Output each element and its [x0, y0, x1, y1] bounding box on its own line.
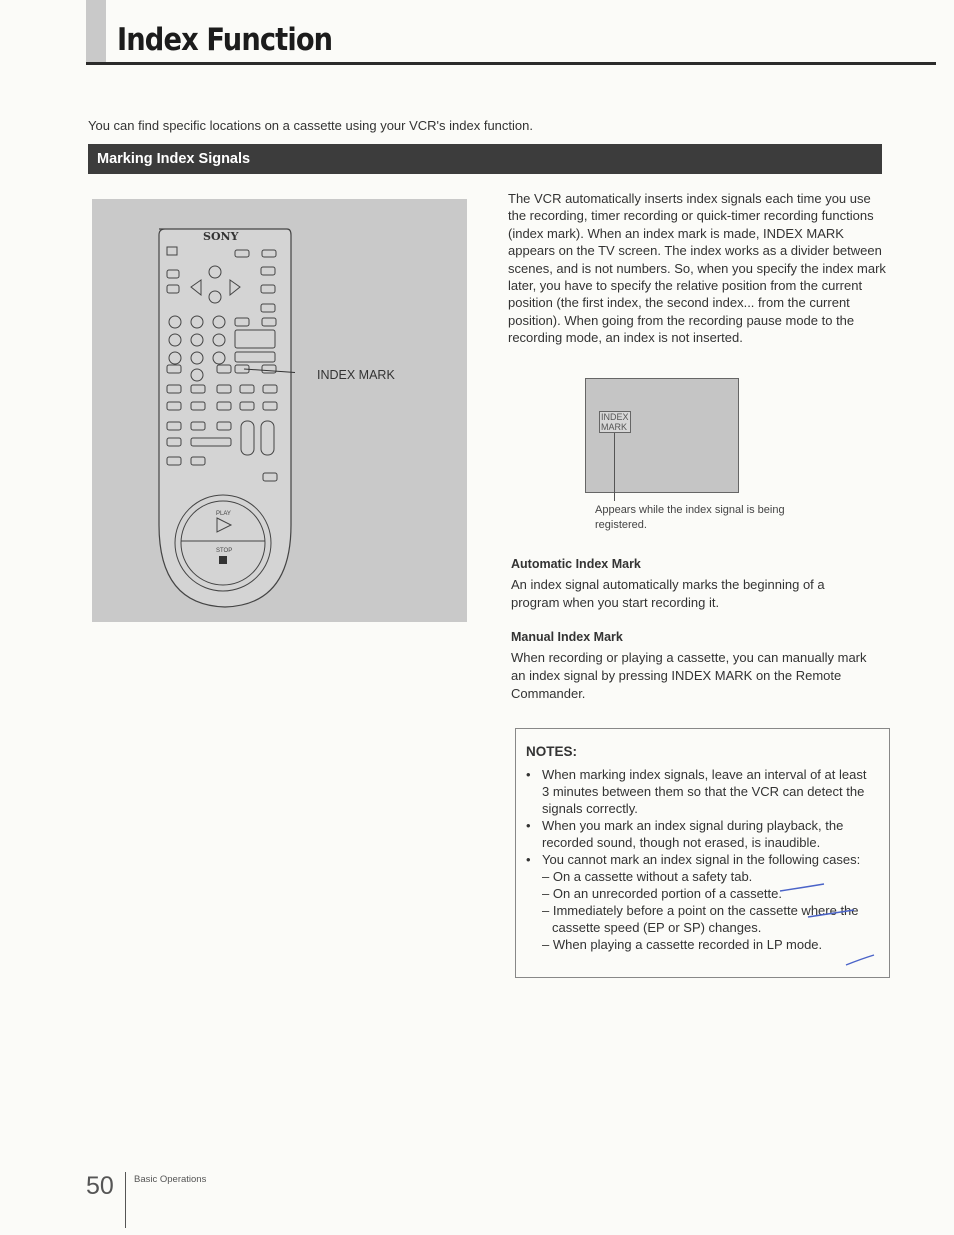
title-rule	[86, 62, 936, 65]
notes-title: NOTES:	[526, 744, 578, 759]
automatic-index-text: An index signal automatically marks the beginning of a program when you start recording it.	[511, 577, 825, 610]
section-header: Marking Index Signals	[88, 144, 882, 174]
manual-index-heading: Manual Index Mark	[511, 630, 623, 644]
remote-play-label: PLAY	[216, 511, 231, 517]
case-item: – On an unrecorded portion of a cassette.	[542, 886, 782, 901]
tv-pointer-line	[614, 433, 615, 501]
remote-illustration	[155, 225, 295, 610]
bullet: •	[526, 852, 531, 867]
tv-screen-illustration	[585, 378, 739, 493]
case-item: – Immediately before a point on the cassette where the cassette speed (EP or SP) changes.	[542, 903, 859, 935]
manual-index-text: When recording or playing a cassette, you can manually mark an index signal by pressing INDEX MARK on the Remote Commander.	[511, 650, 867, 701]
index-mark-callout: INDEX MARK	[317, 368, 395, 382]
remote-commander	[155, 225, 295, 610]
footer-rule	[125, 1172, 126, 1228]
tv-overlay-line2: MARK	[601, 422, 628, 432]
page-number: 50	[86, 1172, 114, 1200]
note-item: • You cannot mark an index signal in the following cases: – On a cassette without a safety tab. – On an unrecorded portion of a cassette. – Immediately before a point on the cassette where the cassette speed (EP or SP) changes. – When playing a cassette recorded in LP mode.	[526, 851, 874, 953]
intro-text: You can find specific locations on a cassette using your VCR's index function.	[88, 118, 533, 133]
tv-overlay-line1: INDEX	[601, 412, 629, 422]
case-item: – On a cassette without a safety tab.	[542, 869, 753, 884]
case-item: – When playing a cassette recorded in LP mode.	[542, 937, 823, 952]
page-title: Index Function	[117, 22, 333, 58]
note-item: • When you mark an index signal during playback, the recorded sound, though not erased, is inaudible.	[526, 818, 844, 850]
note-item: • When marking index signals, leave an interval of at least 3 minutes between them so that the VCR can detect the signals correctly.	[526, 767, 867, 816]
notes-box	[515, 728, 890, 978]
remote-stop-label: STOP	[216, 548, 233, 554]
notes-cases	[542, 868, 874, 953]
notes-list	[526, 766, 874, 953]
title-accent-bar	[86, 0, 106, 62]
body-paragraph: The VCR automatically inserts index signals each time you use the recording, timer recording or quick-timer recording functions (index mark). When an index mark is made, INDEX MARK appears on the TV screen. The index works as a divider between scenes, and is not numbers. So, when you specify the index mark later, you have to specify the relative position from the current position (the first index, the second index... from the current position). When going from the recording pause mode to the recording mode, an index is not inserted.	[508, 191, 886, 346]
tv-caption: Appears while the index signal is being registered.	[595, 504, 785, 531]
footer-section-label: Basic Operations	[134, 1174, 207, 1185]
remote-brand: SONY	[203, 230, 239, 243]
tv-index-mark-overlay	[599, 411, 631, 433]
bullet: •	[526, 767, 531, 782]
automatic-index-heading: Automatic Index Mark	[511, 557, 641, 571]
bullet: •	[526, 818, 531, 833]
